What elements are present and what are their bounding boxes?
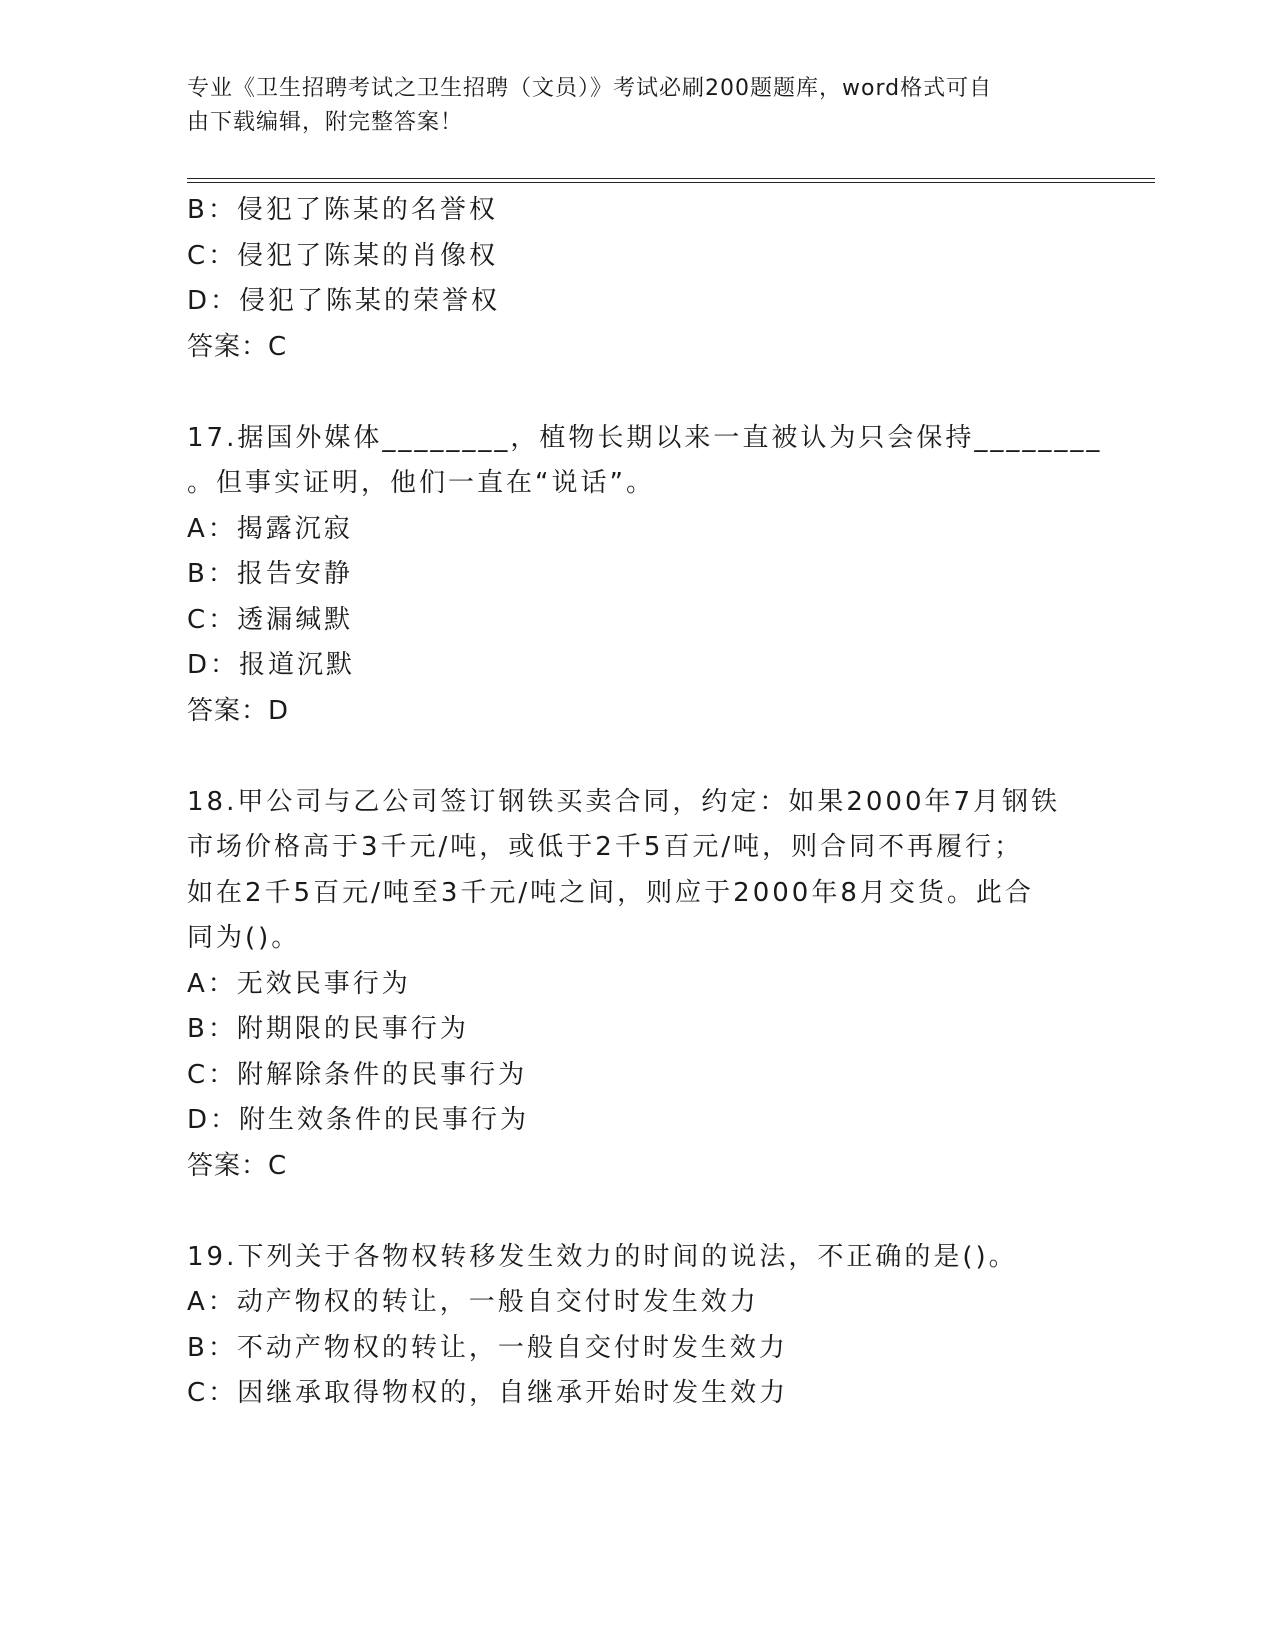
header-divider [187,178,1155,183]
spacer [187,370,1087,416]
stem-line: 同为()。 [187,923,301,953]
document-header [187,72,1067,140]
option-b: B：报告安静 [187,559,353,589]
question-list [187,188,1103,1417]
header-line-1: 专业《卫生招聘考试之卫生招聘（文员）》考试必刷200题题库，word格式可自 [187,76,993,101]
option-b: B：附期限的民事行为 [187,1014,469,1044]
option-d: D：报道沉默 [187,650,356,680]
question-stem [187,1235,1087,1281]
option-c: C：侵犯了陈某的肖像权 [187,240,499,271]
option-a: A：无效民事行为 [187,968,411,999]
option-c: C：附解除条件的民事行为 [187,1059,528,1090]
option-c: C：透漏缄默 [187,604,354,635]
answer: 答案：C [187,1150,288,1181]
stem-line: 市场价格高于3千元/吨，或低于2千5百元/吨，则合同不再履行； [187,832,1024,862]
question-19 [187,1235,1087,1417]
option-d: D：侵犯了陈某的荣誉权 [187,286,501,316]
question-stem [187,780,1087,962]
option-a: A：动产物权的转让，一般自交付时发生效力 [187,1287,759,1317]
stem-line: 17.据国外媒体________，植物长期以来一直被认为只会保持________ [187,422,1103,453]
spacer [187,734,1087,780]
option-a: A：揭露沉寂 [187,513,353,544]
answer: 答案：D [187,695,290,726]
header-line-2: 由下载编辑，附完整答案！ [187,110,464,135]
question-18 [187,780,1087,1190]
option-b: B：侵犯了陈某的名誉权 [187,195,498,225]
answer: 答案：C [187,331,288,362]
option-d: D：附生效条件的民事行为 [187,1105,530,1135]
stem-line: 18.甲公司与乙公司签订钢铁买卖合同，约定：如果2000年7月钢铁 [187,786,1061,817]
stem-line: 19.下列关于各物权转移发生效力的时间的说法，不正确的是()。 [187,1241,1018,1272]
spacer [187,1189,1087,1235]
question-16-continued [187,188,1087,370]
stem-line: 。但事实证明，他们一直在“说话”。 [187,468,655,498]
option-c: C：因继承取得物权的，自继承开始时发生效力 [187,1378,789,1408]
option-b: B：不动产物权的转让，一般自交付时发生效力 [187,1332,788,1363]
question-stem [187,416,1103,507]
stem-line: 如在2千5百元/吨至3千元/吨之间，则应于2000年8月交货。此合 [187,877,1034,908]
question-17 [187,416,1103,735]
